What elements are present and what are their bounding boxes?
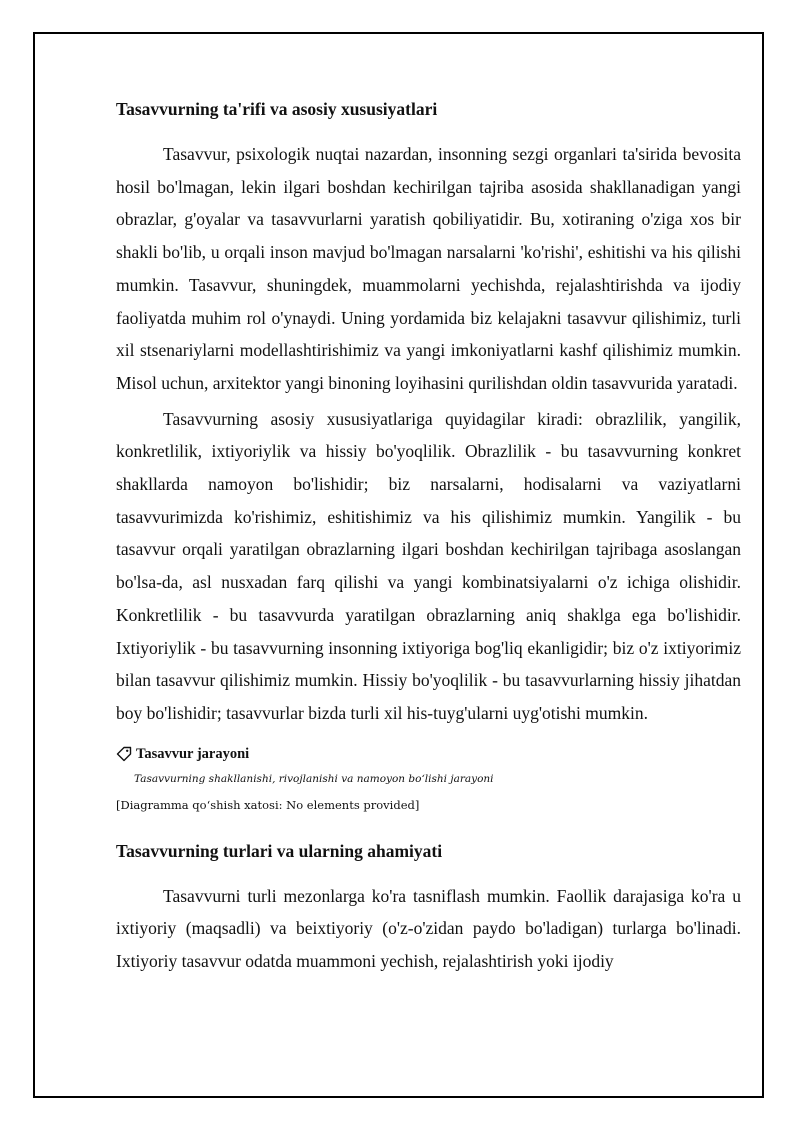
document-content (116, 96, 741, 981)
figure-block (116, 744, 741, 814)
paragraph: Tasavvurni turli mezonlarga ko'ra tasniflash mumkin. Faollik darajasiga ko'ra u ixtiyoriy (maqsadli) va beixtiyoriy (o'z-o'zidan paydo bo'ladigan) turlarga bo'linadi. Ixtiyoriy tasavvur odatda muammoni yechish, rejalashtirish yoki ijodiy (116, 885, 741, 972)
figure-subtitle: Tasavvurning shakllanishi, rivojlanishi va namoyon bo‘lishi jarayoni (134, 772, 494, 785)
paragraph: Tasavvur, psixologik nuqtai nazardan, insonning sezgi organlari ta'sirida bevosita hosil bo'lmagan, lekin ilgari boshdan kechirilgan tajriba asosida shakllanadigan yangi obrazlar, g'oyalar va tasavvurlarni yaratish qobiliyatidir. Bu, xotiraning o'ziga xos bir shakli bo'lib, u orqali inson mavjud bo'lmagan narsalarni 'ko'rishi', eshitishi va his qilishi mumkin. Tasavvur, shuningdek, muammolarni yechishda, rejalashtirishda va ijodiy faoliyatda muhim rol o'ynaydi. Uning yordamida biz kelajakni tasavvur qilishimiz, turli xil stsenariylarni modellashtirishimiz va yangi imkoniyatlarni kashf qilishimiz mumkin. Misol uchun, arxitektor yangi binoning loyihasini qurilishdan oldin tasavvurida yaratadi. (116, 144, 741, 393)
figure-title: Tasavvur jarayoni (136, 745, 250, 762)
section-title: Tasavvurning turlari va ularning ahamiyati (116, 840, 443, 861)
figure-error-message: [Diagramma qo‘shish xatosi: No elements provided] (116, 797, 420, 812)
section-title: Tasavvurning ta'rifi va asosiy xususiyatlari (116, 99, 438, 119)
figure-title-row (116, 744, 741, 764)
paragraph: Tasavvurning asosiy xususiyatlariga quyidagilar kiradi: obrazlilik, yangilik, konkretlilik, ixtiyoriylik va hissiy bo'yoqlilik. Obrazlilik - bu tasavvurning konkret shakllarda namoyon bo'lishidir; biz narsalarni, hodisalarni va vaziyatlarni tasavvurimizda ko'rishimiz, eshitishimiz va his qilishimiz mumkin. Yangilik - bu tasavvur orqali yaratilgan obrazlarning ilgari boshdan kechirilgan tajribaga asoslangan bo'lsa-da, asl nusxadan farq qilishi va yangi kombinatsiyalarni o'z ichiga olishidir. Konkretlilik - bu tasavvurda yaratilgan obrazlarning aniq shaklga ega bo'lishidir. Ixtiyoriylik - bu tasavvurning insonning ixtiyoriga bog'liq ekanligidir; biz o'z ixtiyorimiz bilan tasavvur qilishimiz mumkin. Hissiy bo'yoqlilik - bu tasavvurlarning hissiy jihatdan boy bo'lishidir; tasavvurlar bizda turli xil his-tuyg'ularni uyg'otishi mumkin. (116, 408, 741, 723)
tag-icon (116, 746, 132, 762)
